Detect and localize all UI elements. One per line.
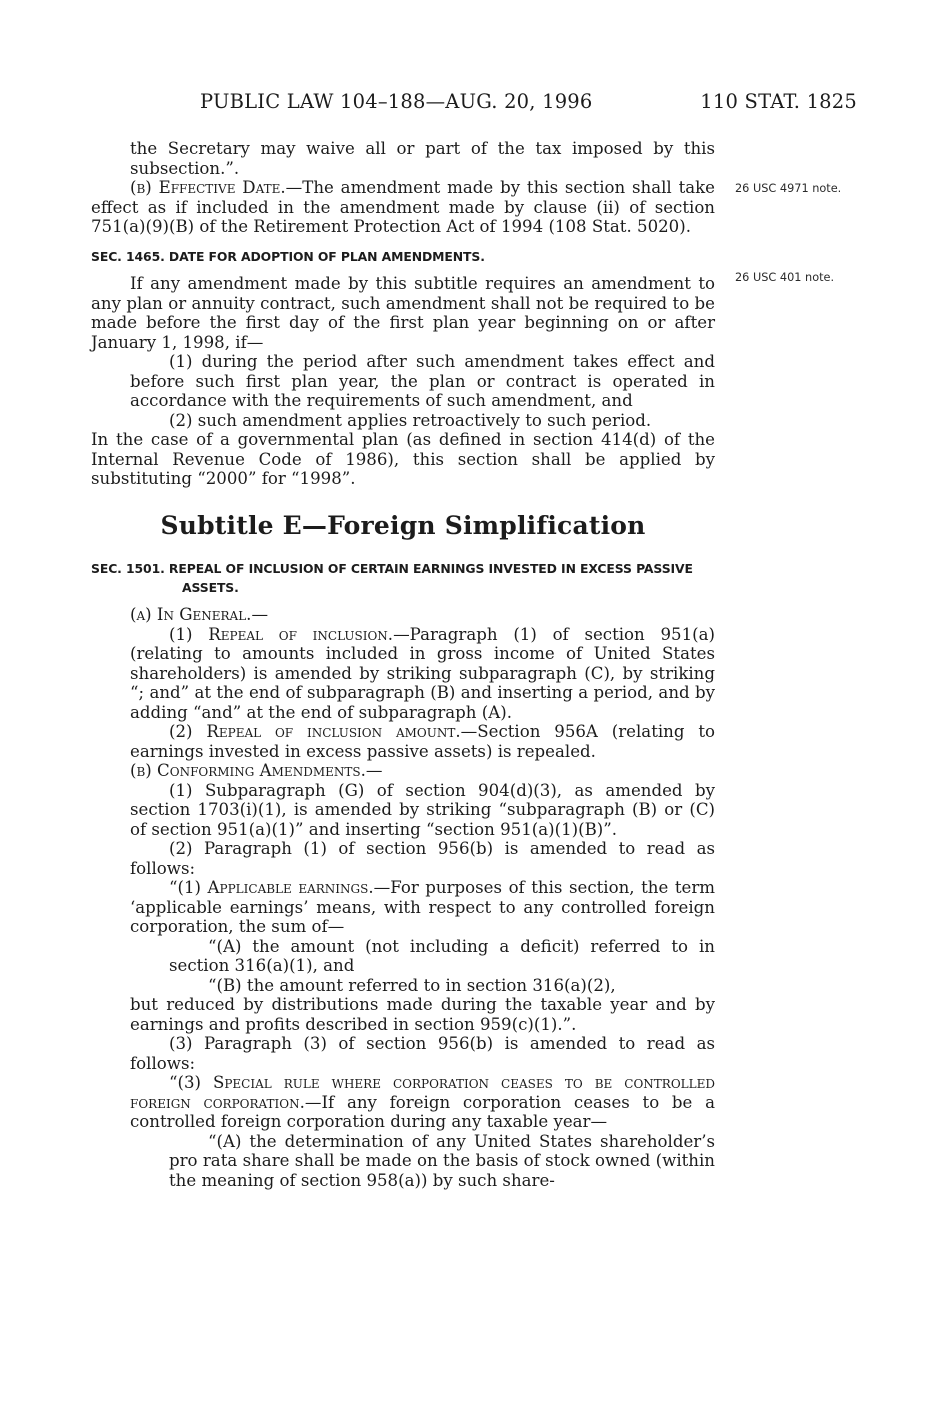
statute-page-number: 110 STAT. 1825	[700, 90, 857, 113]
paragraph-effective-date	[91, 178, 715, 237]
subtitle-heading: Subtitle E—Foreign Simplification	[160, 510, 646, 540]
section-1501-heading: SEC. 1501. REPEAL OF INCLUSION OF CERTAIN EARNINGS INVESTED IN EXCESS PASSIVE ASSETS.	[91, 561, 693, 595]
paragraph-text: —For purposes of this section, the term ‘applicable earnings’ means, with respect to any controlled foreign corporation, the sum of—	[130, 878, 715, 936]
paragraph-text: —If any foreign corporation ceases to be a controlled foreign corporation during any taxable year—	[130, 1092, 716, 1131]
subsection-heading: (b) Conforming Amendments.	[130, 761, 366, 780]
paragraph-heading: “(1) Applicable earnings.	[169, 878, 374, 897]
paragraph-text: —Section 956A (relating to earnings invested in excess passive assets) is repealed.	[130, 722, 716, 761]
margin-note-usc-401: 26 USC 401 note.	[735, 271, 835, 284]
paragraph: the Secretary may waive all or part of the tax imposed by this subsection.”.	[130, 139, 715, 178]
paragraph: (2) such amendment applies retroactively to such period.	[169, 410, 652, 430]
paragraph: (3) Paragraph (3) of section 956(b) is amended to read as follows:	[130, 1034, 715, 1073]
paragraph-text: —The amendment made by this section shall take effect as if included in the amendment made by clause (ii) of section 751(a)(9)(B) of the Retirement Protection Act of 1994 (108 Stat. 5020).	[91, 178, 716, 236]
paragraph-applicable-earnings	[91, 878, 715, 937]
paragraph-special-rule	[91, 1073, 715, 1132]
subsection-heading: (b) Effective Date.	[130, 178, 286, 197]
paragraph: “(B) the amount referred to in section 316(a)(2),	[208, 975, 616, 995]
paragraph-text: —	[365, 761, 383, 780]
paragraph: If any amendment made by this subtitle requires an amendment to any plan or annuity contract, such amendment shall not be required to be made before the first day of the first plan year beginning on or after January 1, 1998, if—	[91, 274, 715, 352]
paragraph: (2) Paragraph (1) of section 956(b) is amended to read as follows:	[130, 839, 715, 878]
paragraph-heading: “(3) Special rule where corporation ceases to be controlled foreign corporation.	[130, 1073, 715, 1112]
paragraph: “(A) the amount (not including a deficit) referred to in section 316(a)(1), and	[169, 936, 715, 975]
body-text	[91, 139, 715, 1190]
paragraph-text: —	[251, 605, 269, 624]
paragraph-repeal-of-inclusion	[91, 625, 715, 723]
paragraph-repeal-of-inclusion-amount	[91, 722, 715, 761]
paragraph-heading: (2) Repeal of inclusion amount.	[169, 722, 461, 741]
subsection-heading: (a) In General.	[130, 605, 252, 624]
paragraph: “(A) the determination of any United States shareholder’s pro rata share shall be made on the basis of stock owned (within the meaning of section 958(a)) by such share-	[169, 1131, 715, 1190]
public-law-header: PUBLIC LAW 104–188—AUG. 20, 1996	[200, 90, 593, 113]
paragraph: (1) during the period after such amendment takes effect and before such first plan year, the plan or contract is operated in accordance with the requirements of such amendment, and	[130, 352, 715, 410]
paragraph: but reduced by distributions made during the taxable year and by earnings and profits described in section 959(c)(1).”.	[130, 995, 715, 1034]
paragraph: In the case of a governmental plan (as defined in section 414(d) of the Internal Revenue Code of 1986), this section shall be applied by substituting “2000” for “1998”.	[91, 430, 715, 488]
paragraph-conforming-amendments	[91, 761, 715, 781]
margin-note-usc-4971: 26 USC 4971 note.	[735, 182, 842, 195]
paragraph-in-general	[91, 605, 715, 625]
section-1465-heading: SEC. 1465. DATE FOR ADOPTION OF PLAN AMENDMENTS.	[91, 248, 485, 264]
paragraph: (1) Subparagraph (G) of section 904(d)(3), as amended by section 1703(i)(1), is amended by striking “subparagraph (B) or (C) of section 951(a)(1)” and inserting “section 951(a)(1)(B)”.	[130, 780, 715, 839]
paragraph-heading: (1) Repeal of inclusion.	[169, 624, 394, 644]
paragraph-text: —Paragraph (1) of section 951(a) (relating to amounts included in gross income of United States shareholders) is amended by striking subparagraph (C), by striking “; and” at the end of subparagraph (B) and inserting a period, and by adding “and” at the end of subparagraph (A).	[130, 624, 715, 722]
